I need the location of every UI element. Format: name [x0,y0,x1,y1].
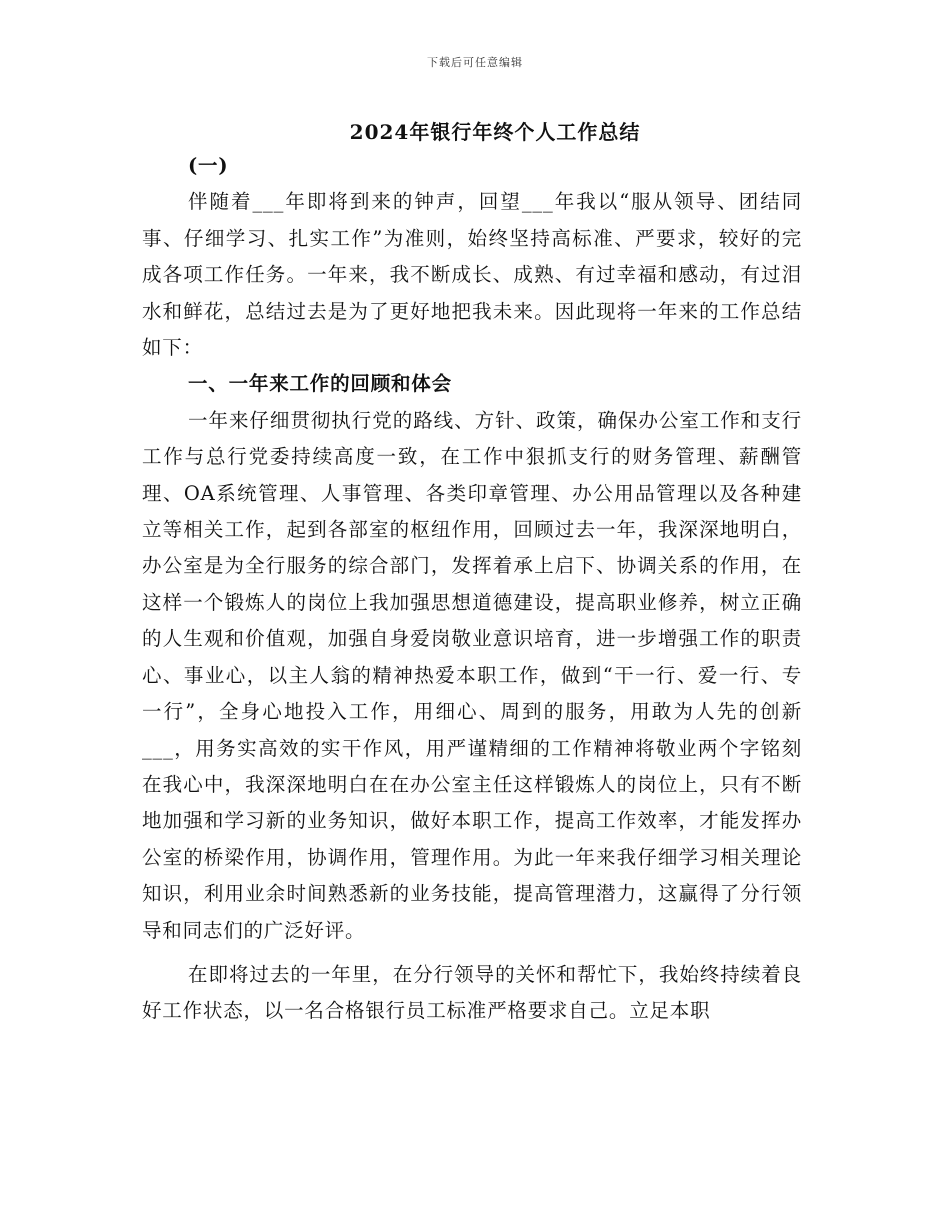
document-title: 2024年银行年终个人工作总结 [349,120,641,144]
header-note: 下载后可任意编辑 [427,56,523,69]
section-heading: 一、一年来工作的回顾和体会 [188,372,452,396]
paragraph-closing: 在即将过去的一年里，在分行领导的关怀和帮忙下，我始终持续着良好工作状态，以一名合格银行员工标准严格要求自己。立足本职 [142,962,802,1023]
document-body [142,148,802,1030]
paragraph-review: 一年来仔细贯彻执行党的路线、方针、政策，确保办公室工作和支行工作与总行党委持续高度一致，在工作中狠抓支行的财务管理、薪酬管理、OA系统管理、人事管理、各类印章管理、办公用品管理以及各种建立等相关工作，起到各部室的枢纽作用，回顾过去一年，我深深地明白，办公室是为全行服务的综合部门，发挥着承上启下、协调关系的作用，在这样一个锻炼人的岗位上我加强思想道德建设，提高职业修养，树立正确的人生观和价值观，加强自身爱岗敬业意识培育，进一步增强工作的职责心、事业心，以主人翁的精神热爱本职工作，做到“干一行、爱一行、专一行”，全身心地投入工作，用细心、周到的服务，用敢为人先的创新___，用务实高效的实干作风，用严谨精细的工作精神将敬业两个字铭刻在我心中，我深深地明白在在办公室主任这样锻炼人的岗位上，只有不断地加强和学习新的业务知识，做好本职工作，提高工作效率，才能发挥办公室的桥梁作用，协调作用，管理作用。为此一年来我仔细学习相关理论知识，利用业余时间熟悉新的业务技能，提高管理潜力，这赢得了分行领导和同志们的广泛好评。 [142,408,802,942]
section-number: (一) [188,154,229,177]
paragraph-intro: 伴随着___年即将到来的钟声，回望___年我以“服从领导、团结同事、仔细学习、扎实工作”为准则，始终坚持高标准、严要求，较好的完成各项工作任务。一年来，我不断成长、成熟、有过幸福和感动，有过泪水和鲜花，总结过去是为了更好地把我未来。因此现将一年来的工作总结如下： [142,190,802,360]
